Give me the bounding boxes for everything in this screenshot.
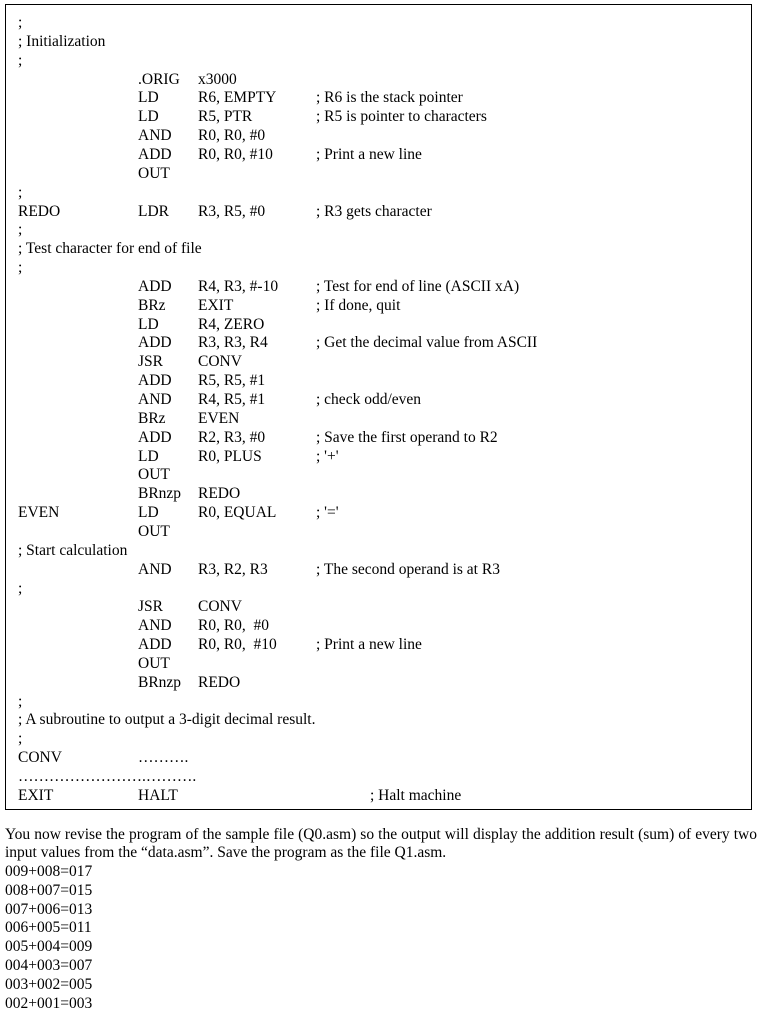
code-opcode: AND <box>138 560 172 578</box>
code-opcode: ADD <box>138 334 172 352</box>
code-opcode: AND <box>138 391 172 408</box>
code-operands: R0, R0, #10 <box>198 145 273 163</box>
code-operands: x3000 <box>198 70 237 88</box>
code-operands: R0, R0, #10 <box>198 636 277 654</box>
code-label: ; Initialization <box>18 32 106 50</box>
code-label: ; <box>18 183 23 201</box>
code-opcode: LD <box>138 89 159 107</box>
code-opcode: ADD <box>138 636 172 654</box>
code-operands: REDO <box>198 673 241 691</box>
code-opcode: BRz <box>138 409 166 427</box>
code-comment: ; '=' <box>316 504 339 522</box>
code-comment: ; Save the first operand to R2 <box>316 428 498 446</box>
code-label: ; <box>18 579 23 597</box>
result-line: 009+008=017 <box>5 863 93 880</box>
code-label: ; <box>18 730 23 748</box>
result-line: 004+003=007 <box>5 956 93 974</box>
code-label: ; A subroutine to output a 3-digit decimal result. <box>18 711 316 729</box>
code-opcode: OUT <box>138 466 170 484</box>
code-comment: ; Test for end of line (ASCII xA) <box>316 277 520 295</box>
code-label: ; Test character for end of file <box>18 240 202 258</box>
code-comment: ; If done, quit <box>316 296 401 314</box>
result-line: 008+007=015 <box>5 881 93 899</box>
result-line: 002+001=003 <box>5 994 93 1012</box>
code-comment: ; R5 is pointer to characters <box>316 108 487 126</box>
code-operands: R4, ZERO <box>198 315 265 333</box>
code-opcode: ADD <box>138 428 172 446</box>
code-label: ; Start calculation <box>18 541 128 559</box>
code-opcode: ………. <box>138 749 189 767</box>
code-label: ; <box>18 692 23 710</box>
code-label: CONV <box>18 749 62 767</box>
code-operands: CONV <box>198 598 242 616</box>
code-operands: REDO <box>198 485 241 503</box>
code-opcode: .ORIG <box>138 70 180 88</box>
result-line: 003+002=005 <box>5 975 93 993</box>
code-opcode: BRz <box>138 296 166 314</box>
code-label: ; <box>18 51 23 69</box>
code-operands: CONV <box>198 353 242 371</box>
result-line: 005+004=009 <box>5 938 93 956</box>
code-label: EVEN <box>18 504 60 522</box>
code-listing-box <box>5 4 752 810</box>
result-line: 007+006=013 <box>5 900 93 918</box>
code-operands: R6, EMPTY <box>198 89 277 107</box>
code-opcode: LD <box>138 447 159 465</box>
code-label: EXIT <box>18 786 54 804</box>
code-comment: ; Get the decimal value from ASCII <box>316 334 538 352</box>
code-label: ; <box>18 259 23 277</box>
code-opcode: JSR <box>138 353 163 371</box>
code-label: ; <box>18 221 23 239</box>
code-label: ; <box>18 14 23 31</box>
code-opcode: OUT <box>138 522 170 540</box>
code-label: REDO <box>18 202 61 220</box>
code-opcode: AND <box>138 127 172 145</box>
code-comment: ; check odd/even <box>316 391 422 408</box>
code-opcode: ADD <box>138 145 172 163</box>
result-line: 006+005=011 <box>5 919 92 937</box>
code-comment: ; '+' <box>316 447 339 465</box>
code-operands: R4, R5, #1 <box>198 391 266 408</box>
code-operands: R3, R5, #0 <box>198 202 266 220</box>
code-opcode: LD <box>138 504 159 522</box>
code-operands: R0, PLUS <box>198 447 262 465</box>
code-opcode: AND <box>138 617 172 635</box>
code-opcode: LDR <box>138 202 169 220</box>
code-opcode: BRnzp <box>138 485 182 503</box>
code-opcode: LD <box>138 315 159 333</box>
code-operands: EVEN <box>198 409 240 427</box>
code-operands: R5, PTR <box>198 108 253 126</box>
code-opcode: BRnzp <box>138 673 182 691</box>
code-operands: R0, R0, #0 <box>198 127 266 145</box>
code-comment: ; R3 gets character <box>316 202 432 220</box>
code-opcode: ADD <box>138 277 172 295</box>
code-opcode: HALT <box>138 786 178 804</box>
code-operands: R3, R3, R4 <box>198 334 268 352</box>
code-comment: ; The second operand is at R3 <box>316 560 500 578</box>
instruction-paragraph: You now revise the program of the sample file (Q0.asm) so the output will display the addition result (sum) of every two input values from the “data.asm”. Save the program as the file Q1.asm. <box>5 826 757 861</box>
code-operands: R0, EQUAL <box>198 504 277 522</box>
code-operands: R5, R5, #1 <box>198 372 266 390</box>
code-operands: R0, R0, #0 <box>198 617 270 635</box>
code-comment: ; Print a new line <box>316 636 422 654</box>
code-comment: ; Print a new line <box>316 145 422 163</box>
code-label: …………………….………. <box>18 768 197 785</box>
code-opcode: OUT <box>138 164 170 182</box>
code-operands: R3, R2, R3 <box>198 560 268 578</box>
code-opcode: JSR <box>138 598 163 616</box>
code-opcode: LD <box>138 108 159 126</box>
code-operands: R4, R3, #-10 <box>198 277 279 295</box>
code-comment: ; R6 is the stack pointer <box>316 89 463 107</box>
code-opcode: ADD <box>138 372 172 390</box>
code-operands: EXIT <box>198 296 234 314</box>
code-comment: ; Halt machine <box>370 786 462 804</box>
code-opcode: OUT <box>138 654 170 672</box>
code-operands: R2, R3, #0 <box>198 428 266 446</box>
expected-output-list <box>5 863 92 1013</box>
